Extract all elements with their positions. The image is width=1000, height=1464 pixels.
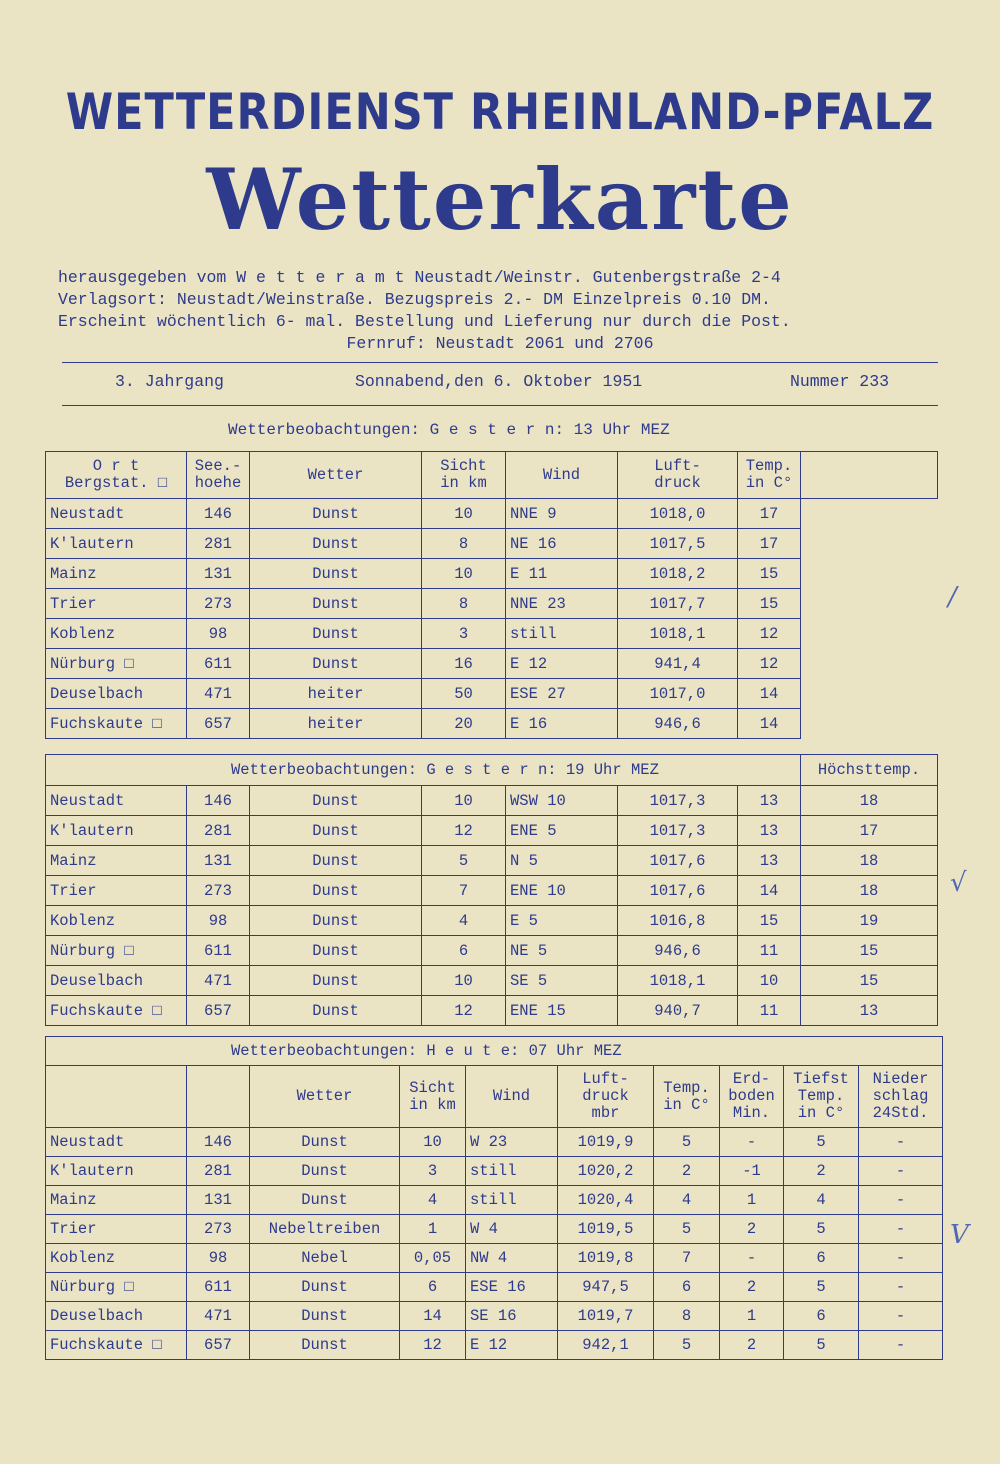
- table-cell: Nebel: [250, 1244, 400, 1273]
- table-cell: -: [859, 1331, 943, 1360]
- col-erdboden: Erd- boden Min.: [720, 1066, 784, 1128]
- table-header-row: [46, 452, 938, 499]
- table-row: [46, 1331, 943, 1360]
- table-cell: Dunst: [250, 1186, 400, 1215]
- checkmark-1: /: [948, 582, 957, 612]
- table-cell: 1017,0: [618, 679, 738, 709]
- col-ort: [46, 1066, 187, 1128]
- info-line-4: Fernruf: Neustadt 2061 und 2706: [346, 334, 654, 353]
- info-line-3: Erscheint wöchentlich 6- mal. Bestellung und Lieferung nur durch die Post.: [58, 312, 791, 331]
- col-wind: Wind: [506, 452, 618, 499]
- table-cell: 657: [187, 996, 250, 1026]
- table-cell: 941,4: [618, 649, 738, 679]
- table-cell: 471: [187, 679, 250, 709]
- table-cell: 1019,7: [558, 1302, 654, 1331]
- table-cell: 18: [801, 846, 938, 876]
- table-cell: 281: [187, 816, 250, 846]
- table-cell: -1: [720, 1157, 784, 1186]
- table-cell: 20: [422, 709, 506, 739]
- table-cell: 6: [654, 1273, 720, 1302]
- table-cell: 17: [801, 816, 938, 846]
- col-sicht: Sicht in km: [422, 452, 506, 499]
- table-cell: 4: [784, 1186, 859, 1215]
- table-cell: Dunst: [250, 816, 422, 846]
- table-cell: W 23: [466, 1128, 558, 1157]
- table-cell: E 11: [506, 559, 618, 589]
- table-cell: 18: [801, 786, 938, 816]
- col-seehoehe: See.- hoehe: [187, 452, 250, 499]
- table-cell: 1020,2: [558, 1157, 654, 1186]
- table-cell: -: [859, 1215, 943, 1244]
- table-cell: E 12: [466, 1331, 558, 1360]
- table-cell: Koblenz: [46, 906, 187, 936]
- table-cell: 471: [187, 966, 250, 996]
- table-row: [46, 709, 938, 739]
- table-cell: 98: [187, 619, 250, 649]
- table-cell: 16: [422, 649, 506, 679]
- table-cell: 3: [422, 619, 506, 649]
- table-cell: 1017,3: [618, 816, 738, 846]
- table-cell: NE 16: [506, 529, 618, 559]
- table-cell: heiter: [250, 679, 422, 709]
- table-19h: [45, 754, 938, 1026]
- table-cell: 273: [187, 1215, 250, 1244]
- table-cell: 1016,8: [618, 906, 738, 936]
- table-cell: 4: [400, 1186, 466, 1215]
- table-cell: 8: [422, 529, 506, 559]
- table-cell: 14: [738, 679, 801, 709]
- table-cell: 15: [738, 906, 801, 936]
- table-cell: heiter: [250, 709, 422, 739]
- table-cell: -: [859, 1157, 943, 1186]
- table-cell: 5: [654, 1215, 720, 1244]
- table-cell: 1017,5: [618, 529, 738, 559]
- table-cell: 12: [400, 1331, 466, 1360]
- table-row: [46, 936, 938, 966]
- table-cell: 3: [400, 1157, 466, 1186]
- table-cell: 13: [738, 816, 801, 846]
- table-cell: ENE 15: [506, 996, 618, 1026]
- table-cell: 1018,1: [618, 619, 738, 649]
- page-title: Wetterkarte: [206, 150, 794, 249]
- table-cell: E 5: [506, 906, 618, 936]
- info-line-1: herausgegeben vom W e t t e r a m t Neustadt/Weinstr. Gutenbergstraße 2-4: [58, 268, 781, 287]
- table-row: [46, 876, 938, 906]
- table-cell: 6: [400, 1273, 466, 1302]
- table-cell: 2: [720, 1273, 784, 1302]
- col-niederschlag: Nieder schlag 24Std.: [859, 1066, 943, 1128]
- table-cell: Dunst: [250, 649, 422, 679]
- col-hoechsttemp: Höchsttemp.: [801, 755, 938, 786]
- table-cell: Dunst: [250, 529, 422, 559]
- section-title-19h: Wetterbeobachtungen: G e s t e r n: 19 Uhr MEZ: [46, 755, 801, 786]
- jahrgang: 3. Jahrgang: [115, 372, 224, 391]
- table-cell: Dunst: [250, 1273, 400, 1302]
- table-cell: NW 4: [466, 1244, 558, 1273]
- table-cell: 146: [187, 499, 250, 529]
- table-cell: Deuselbach: [46, 1302, 187, 1331]
- table-07h: [45, 1036, 943, 1360]
- table-cell: 17: [738, 529, 801, 559]
- table-cell: NE 5: [506, 936, 618, 966]
- divider-bottom: [62, 405, 938, 406]
- table-cell: 10: [738, 966, 801, 996]
- table-13h: [45, 451, 938, 739]
- table-row: [46, 1302, 943, 1331]
- table-cell: SE 5: [506, 966, 618, 996]
- col-tiefsttemp: Tiefst Temp. in C°: [784, 1066, 859, 1128]
- table-cell: W 4: [466, 1215, 558, 1244]
- section-title-13h: Wetterbeobachtungen: G e s t e r n: 13 Uhr MEZ: [228, 421, 670, 439]
- table-cell: 2: [720, 1331, 784, 1360]
- table-cell: Dunst: [250, 966, 422, 996]
- col-sicht: Sicht in km: [400, 1066, 466, 1128]
- table-cell: 13: [738, 786, 801, 816]
- table-row: [46, 559, 938, 589]
- table-cell: NNE 9: [506, 499, 618, 529]
- table-cell: Neustadt: [46, 786, 187, 816]
- table-cell: Neustadt: [46, 499, 187, 529]
- table-cell: Mainz: [46, 1186, 187, 1215]
- col-wind: Wind: [466, 1066, 558, 1128]
- table-cell: 14: [400, 1302, 466, 1331]
- table-cell: 2: [784, 1157, 859, 1186]
- table-cell: 13: [738, 846, 801, 876]
- table-cell: still: [466, 1157, 558, 1186]
- table-cell: Dunst: [250, 846, 422, 876]
- table-cell: 947,5: [558, 1273, 654, 1302]
- table-row: [46, 619, 938, 649]
- table-cell: Dunst: [250, 1331, 400, 1360]
- table-cell: 11: [738, 936, 801, 966]
- col-temp: Temp. in C°: [654, 1066, 720, 1128]
- section-title-07h: Wetterbeobachtungen: H e u t e: 07 Uhr MEZ: [46, 1037, 943, 1066]
- table-header-row: [46, 1066, 943, 1128]
- table-cell: 1019,9: [558, 1128, 654, 1157]
- col-wetter: Wetter: [250, 452, 422, 499]
- table-cell: NNE 23: [506, 589, 618, 619]
- table-cell: Dunst: [250, 589, 422, 619]
- table-cell: 10: [422, 499, 506, 529]
- table-cell: SE 16: [466, 1302, 558, 1331]
- table-cell: 281: [187, 529, 250, 559]
- table-row: [46, 1157, 943, 1186]
- table-cell: 98: [187, 1244, 250, 1273]
- table-row: [46, 846, 938, 876]
- table-cell: 946,6: [618, 709, 738, 739]
- table-cell: 1018,2: [618, 559, 738, 589]
- table-cell: 12: [738, 649, 801, 679]
- table-cell: 5: [654, 1128, 720, 1157]
- table-cell: 657: [187, 709, 250, 739]
- table-cell: -: [859, 1186, 943, 1215]
- table-cell: 98: [187, 906, 250, 936]
- table-cell: 942,1: [558, 1331, 654, 1360]
- table-cell: 19: [801, 906, 938, 936]
- table-row: [46, 1244, 943, 1273]
- table-cell: WSW 10: [506, 786, 618, 816]
- table-cell: 1: [720, 1186, 784, 1215]
- table-cell: 611: [187, 1273, 250, 1302]
- table-row: [46, 589, 938, 619]
- table-cell: 12: [422, 816, 506, 846]
- table-row: [46, 1215, 943, 1244]
- table-row: [46, 996, 938, 1026]
- table-cell: Deuselbach: [46, 679, 187, 709]
- table-row: [46, 499, 938, 529]
- table-cell: Dunst: [250, 619, 422, 649]
- issue-date: Sonnabend,den 6. Oktober 1951: [355, 372, 643, 391]
- table-cell: Nebeltreiben: [250, 1215, 400, 1244]
- table-cell: 146: [187, 786, 250, 816]
- table-cell: Nürburg □: [46, 649, 187, 679]
- table-cell: 1017,3: [618, 786, 738, 816]
- table-cell: 611: [187, 936, 250, 966]
- table-cell: K'lautern: [46, 816, 187, 846]
- table-cell: ESE 27: [506, 679, 618, 709]
- table-cell: 1020,4: [558, 1186, 654, 1215]
- table-cell: 5: [784, 1215, 859, 1244]
- table-cell: 5: [654, 1331, 720, 1360]
- table-cell: 8: [654, 1302, 720, 1331]
- table-cell: 1017,6: [618, 876, 738, 906]
- table-cell: 10: [422, 786, 506, 816]
- table-cell: 281: [187, 1157, 250, 1186]
- table-cell: Fuchskaute □: [46, 1331, 187, 1360]
- table-cell: Nürburg □: [46, 1273, 187, 1302]
- col-seehoehe: [187, 1066, 250, 1128]
- table-cell: Koblenz: [46, 619, 187, 649]
- table-cell: ENE 5: [506, 816, 618, 846]
- table-cell: Dunst: [250, 996, 422, 1026]
- table-cell: 10: [400, 1128, 466, 1157]
- table-row: [46, 1186, 943, 1215]
- table-cell: 7: [422, 876, 506, 906]
- table-cell: 10: [422, 559, 506, 589]
- table-cell: 1018,1: [618, 966, 738, 996]
- checkmark-3: V: [950, 1220, 969, 1250]
- table-cell: 6: [784, 1244, 859, 1273]
- table-row: [46, 1273, 943, 1302]
- table-cell: 611: [187, 649, 250, 679]
- table-cell: Nürburg □: [46, 936, 187, 966]
- table-cell: 50: [422, 679, 506, 709]
- table-cell: -: [859, 1273, 943, 1302]
- table-cell: E 12: [506, 649, 618, 679]
- table-row: [46, 786, 938, 816]
- table-cell: -: [859, 1302, 943, 1331]
- table-cell: K'lautern: [46, 1157, 187, 1186]
- table-cell: 146: [187, 1128, 250, 1157]
- table-cell: 10: [422, 966, 506, 996]
- info-line-2: Verlagsort: Neustadt/Weinstraße. Bezugspreis 2.- DM Einzelpreis 0.10 DM.: [58, 290, 771, 309]
- table-cell: Neustadt: [46, 1128, 187, 1157]
- col-luftdruck: Luft- druck: [618, 452, 738, 499]
- table-cell: 15: [738, 589, 801, 619]
- table-cell: 18: [801, 876, 938, 906]
- table-cell: Trier: [46, 876, 187, 906]
- table-cell: 131: [187, 559, 250, 589]
- table-cell: 1019,8: [558, 1244, 654, 1273]
- table-cell: 5: [422, 846, 506, 876]
- table-cell: K'lautern: [46, 529, 187, 559]
- table-cell: ESE 16: [466, 1273, 558, 1302]
- table-cell: 5: [784, 1273, 859, 1302]
- table-cell: 5: [784, 1128, 859, 1157]
- table-cell: Mainz: [46, 559, 187, 589]
- table-cell: 12: [738, 619, 801, 649]
- table-cell: 15: [801, 966, 938, 996]
- table-cell: 1017,7: [618, 589, 738, 619]
- table-row: [46, 529, 938, 559]
- table-cell: 8: [422, 589, 506, 619]
- table-cell: 15: [738, 559, 801, 589]
- table-cell: Dunst: [250, 936, 422, 966]
- table-cell: N 5: [506, 846, 618, 876]
- checkmark-2: √: [950, 868, 967, 898]
- table-cell: 6: [422, 936, 506, 966]
- table-cell: Dunst: [250, 559, 422, 589]
- table-cell: 2: [720, 1215, 784, 1244]
- table-cell: 1017,6: [618, 846, 738, 876]
- table-row: [46, 649, 938, 679]
- table-cell: -: [859, 1128, 943, 1157]
- col-luftdruck: Luft- druck mbr: [558, 1066, 654, 1128]
- table-cell: 131: [187, 846, 250, 876]
- col-ort: O r t Bergstat. □: [46, 452, 187, 499]
- table-cell: 11: [738, 996, 801, 1026]
- table-cell: 2: [654, 1157, 720, 1186]
- table-cell: Trier: [46, 1215, 187, 1244]
- table-cell: 4: [654, 1186, 720, 1215]
- table-cell: E 16: [506, 709, 618, 739]
- table-cell: Dunst: [250, 876, 422, 906]
- table-cell: ENE 10: [506, 876, 618, 906]
- table-cell: Koblenz: [46, 1244, 187, 1273]
- table-cell: 1: [720, 1302, 784, 1331]
- table-cell: 471: [187, 1302, 250, 1331]
- table-cell: 6: [784, 1302, 859, 1331]
- table-cell: 1: [400, 1215, 466, 1244]
- issue-number: Nummer 233: [790, 372, 890, 391]
- table-cell: 1018,0: [618, 499, 738, 529]
- col-wetter: Wetter: [250, 1066, 400, 1128]
- table-cell: 12: [422, 996, 506, 1026]
- table-cell: 131: [187, 1186, 250, 1215]
- table-cell: Dunst: [250, 786, 422, 816]
- table-cell: 7: [654, 1244, 720, 1273]
- table-cell: 5: [784, 1331, 859, 1360]
- table-cell: Dunst: [250, 1302, 400, 1331]
- table-cell: -: [720, 1244, 784, 1273]
- table-cell: Trier: [46, 589, 187, 619]
- table-header-row: [46, 755, 938, 786]
- table-cell: 273: [187, 589, 250, 619]
- table-cell: Dunst: [250, 906, 422, 936]
- publisher-title: WETTERDIENST RHEINLAND-PFALZ: [65, 84, 935, 142]
- table-cell: 13: [801, 996, 938, 1026]
- table-row: [46, 906, 938, 936]
- table-cell: 15: [801, 936, 938, 966]
- divider-top: [62, 362, 938, 363]
- table-cell: 1019,5: [558, 1215, 654, 1244]
- table-cell: -: [720, 1128, 784, 1157]
- table-cell: 0,05: [400, 1244, 466, 1273]
- table-cell: 14: [738, 876, 801, 906]
- blank-cell: [801, 452, 938, 499]
- col-temp: Temp. in C°: [738, 452, 801, 499]
- table-cell: Deuselbach: [46, 966, 187, 996]
- table-cell: 14: [738, 709, 801, 739]
- table-cell: 4: [422, 906, 506, 936]
- table-cell: 657: [187, 1331, 250, 1360]
- table-cell: Dunst: [250, 1157, 400, 1186]
- table-cell: 17: [738, 499, 801, 529]
- table-cell: Mainz: [46, 846, 187, 876]
- table-row: [46, 966, 938, 996]
- table-cell: still: [506, 619, 618, 649]
- section-title-row: [46, 1037, 943, 1066]
- table-row: [46, 679, 938, 709]
- table-cell: Dunst: [250, 1128, 400, 1157]
- table-row: [46, 1128, 943, 1157]
- table-cell: 940,7: [618, 996, 738, 1026]
- table-cell: still: [466, 1186, 558, 1215]
- table-cell: 273: [187, 876, 250, 906]
- table-row: [46, 816, 938, 846]
- table-cell: Fuchskaute □: [46, 996, 187, 1026]
- table-cell: -: [859, 1244, 943, 1273]
- table-cell: Fuchskaute □: [46, 709, 187, 739]
- table-cell: 946,6: [618, 936, 738, 966]
- table-cell: Dunst: [250, 499, 422, 529]
